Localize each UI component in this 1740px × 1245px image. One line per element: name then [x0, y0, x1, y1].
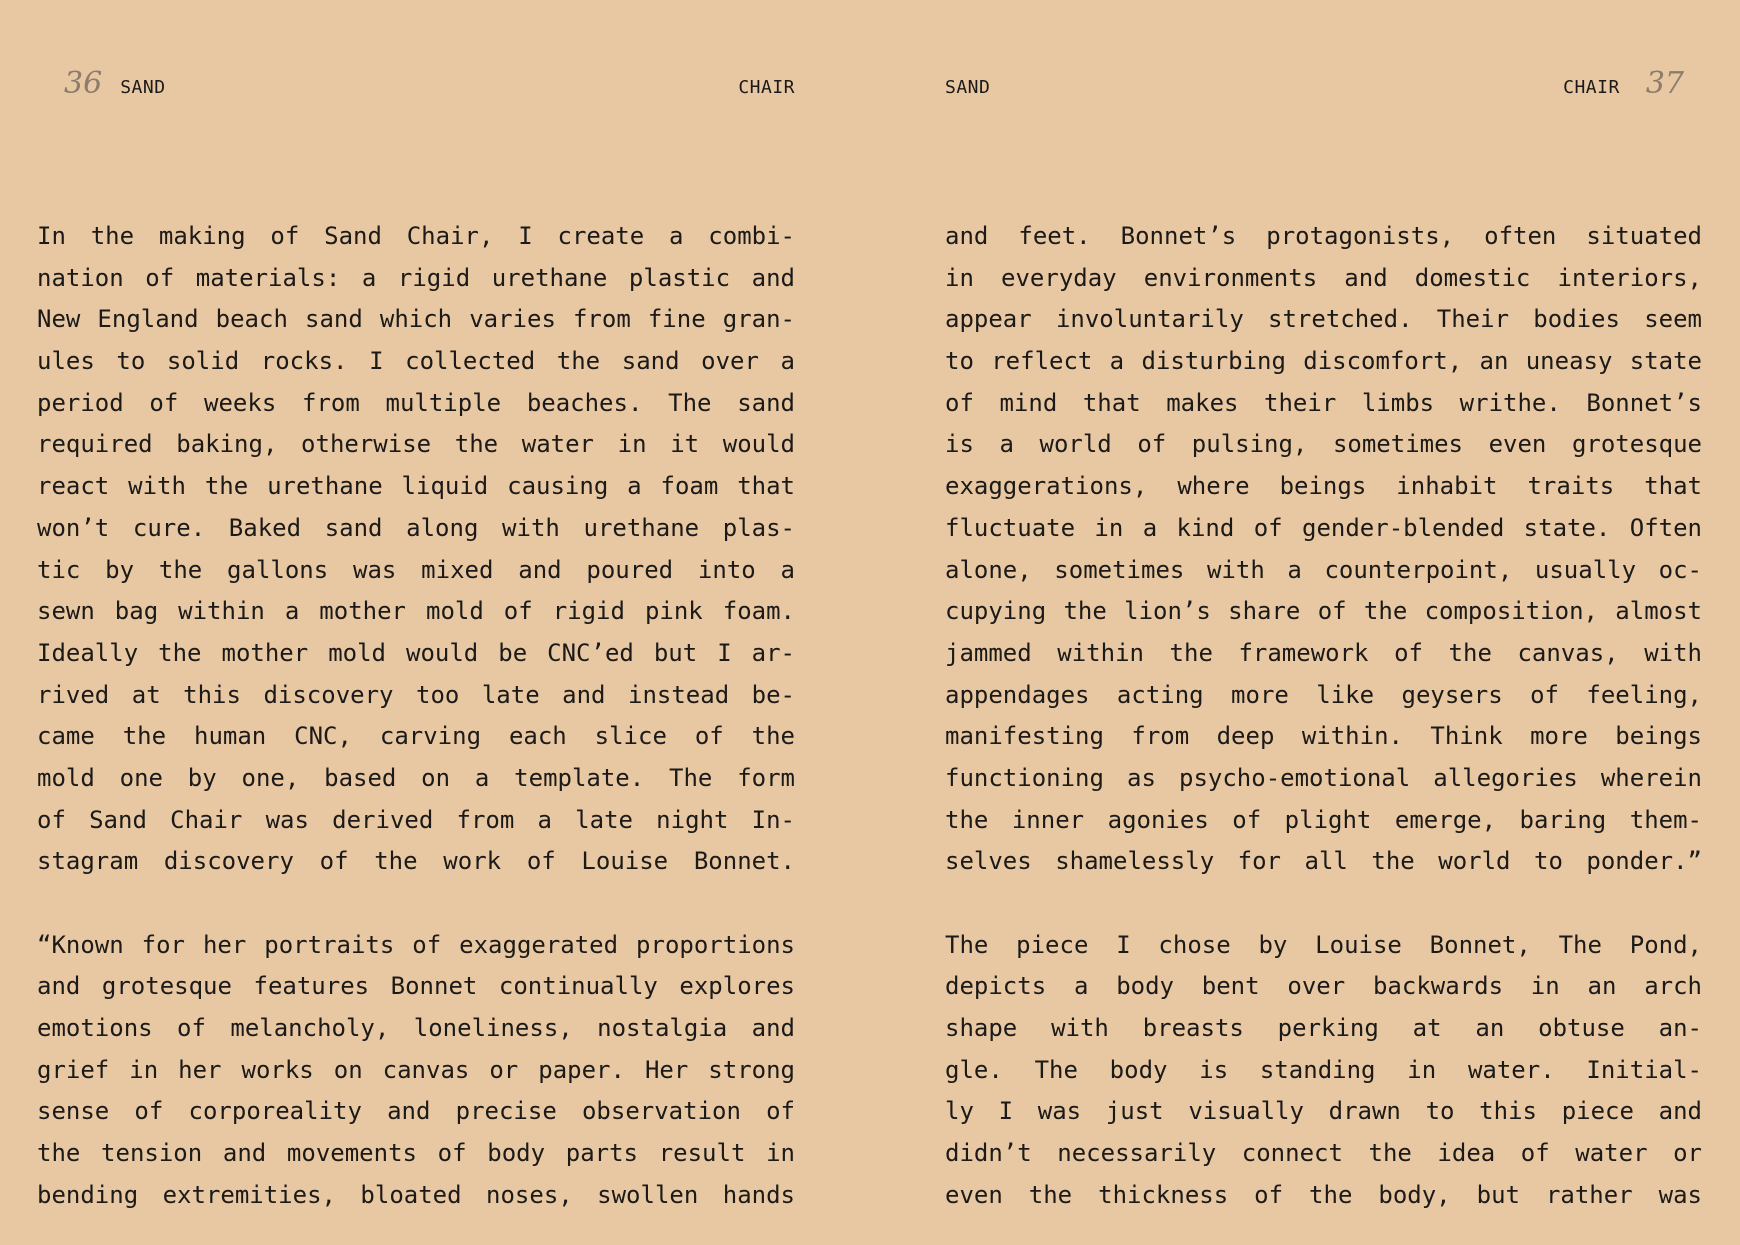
- text-line: New England beach sand which varies from fine gran-: [37, 305, 795, 334]
- text-line: tic by the gallons was mixed and poured into a: [37, 555, 795, 584]
- text-line: is a world of pulsing, sometimes even grotesque: [945, 430, 1702, 459]
- text-line: the tension and movements of body parts result in: [37, 1139, 795, 1168]
- text-line: react with the urethane liquid causing a foam that: [37, 472, 795, 501]
- text-line: cupying the lion’s share of the composition, almost: [945, 597, 1702, 626]
- text-line: shape with breasts perking at an obtuse an-: [945, 1014, 1702, 1043]
- paragraph: [945, 216, 1702, 883]
- text-line: Ideally the mother mold would be CNC’ed but I ar-: [37, 638, 795, 667]
- text-line: of mind that makes their limbs writhe. Bonnet’s: [945, 388, 1702, 417]
- text-line: sewn bag within a mother mold of rigid pink foam.: [37, 597, 795, 626]
- text-line: The piece I chose by Louise Bonnet, The Pond,: [945, 930, 1702, 959]
- text-line: “Known for her portraits of exaggerated proportions: [37, 930, 795, 959]
- page-number: 37: [1645, 66, 1684, 101]
- paragraph: [37, 925, 795, 1217]
- text-line: didn’t necessarily connect the idea of water or: [945, 1139, 1702, 1168]
- page-number: 36: [64, 66, 103, 101]
- text-line: won’t cure. Baked sand along with urethane plas-: [37, 513, 795, 542]
- right-page-header: [945, 66, 1684, 106]
- text-line: ly I was just visually drawn to this piece and: [945, 1097, 1702, 1126]
- text-line: and feet. Bonnet’s protagonists, often situated: [945, 222, 1702, 250]
- right-page-body: [945, 216, 1702, 1217]
- text-line: the inner agonies of plight emerge, baring them-: [945, 805, 1702, 834]
- text-line: sense of corporeality and precise observation of: [37, 1097, 795, 1126]
- text-line: gle. The body is standing in water. Initial-: [945, 1055, 1702, 1084]
- text-line: mold one by one, based on a template. The form: [37, 763, 795, 792]
- text-line: came the human CNC, carving each slice of the: [37, 722, 795, 751]
- text-line: appear involuntarily stretched. Their bodies seem: [945, 305, 1702, 334]
- text-line: nation of materials: a rigid urethane plastic and: [37, 263, 795, 292]
- text-line: of Sand Chair was derived from a late night In-: [37, 805, 795, 834]
- left-page-body: [37, 216, 795, 1217]
- text-line: bending extremities, bloated noses, swollen hands: [37, 1180, 795, 1209]
- text-line: required baking, otherwise the water in it would: [37, 430, 795, 459]
- running-header-left: SAND: [945, 77, 991, 98]
- paragraph: [945, 925, 1702, 1217]
- text-line: depicts a body bent over backwards in an arch: [945, 972, 1702, 1001]
- text-line: emotions of melancholy, loneliness, nostalgia and: [37, 1014, 795, 1043]
- paragraph-gap: [37, 883, 795, 925]
- right-page: [870, 0, 1740, 1245]
- running-header-right: CHAIR: [738, 77, 795, 98]
- text-line: rived at this discovery too late and instead be-: [37, 680, 795, 709]
- text-line: grief in her works on canvas or paper. Her strong: [37, 1055, 795, 1084]
- text-line: in everyday environments and domestic interiors,: [945, 263, 1702, 292]
- left-page-header: [64, 66, 795, 106]
- running-header-right: CHAIR: [1563, 77, 1620, 98]
- text-line: selves shamelessly for all the world to ponder.”: [945, 847, 1702, 876]
- text-line: to reflect a disturbing discomfort, an uneasy state: [945, 347, 1702, 376]
- text-line: period of weeks from multiple beaches. The sand: [37, 388, 795, 417]
- text-line: exaggerations, where beings inhabit traits that: [945, 472, 1702, 501]
- text-line: stagram discovery of the work of Louise Bonnet.: [37, 847, 795, 876]
- text-line: and grotesque features Bonnet continually explores: [37, 972, 795, 1001]
- text-line: appendages acting more like geysers of feeling,: [945, 680, 1702, 709]
- paragraph: [37, 216, 795, 883]
- text-line: even the thickness of the body, but rather was: [945, 1180, 1702, 1209]
- running-header-left: SAND: [120, 77, 166, 98]
- text-line: alone, sometimes with a counterpoint, usually oc-: [945, 555, 1702, 584]
- text-line: In the making of Sand Chair, I create a combi-: [37, 222, 795, 250]
- text-line: jammed within the framework of the canvas, with: [945, 638, 1702, 667]
- text-line: manifesting from deep within. Think more beings: [945, 722, 1702, 751]
- text-line: functioning as psycho-emotional allegories wherein: [945, 763, 1702, 792]
- paragraph-gap: [945, 883, 1702, 925]
- text-line: ules to solid rocks. I collected the sand over a: [37, 347, 795, 376]
- text-line: fluctuate in a kind of gender-blended state. Often: [945, 513, 1702, 542]
